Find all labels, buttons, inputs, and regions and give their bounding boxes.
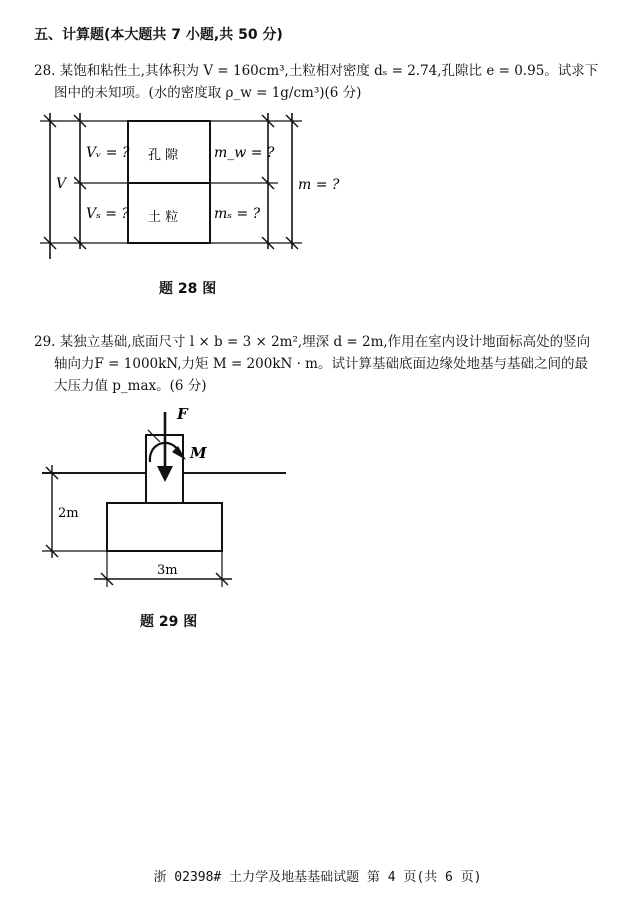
- label-V: V: [56, 176, 67, 192]
- footing-base: [107, 503, 222, 551]
- label-pore: 孔 隙: [148, 148, 179, 163]
- section-title: 五、计算题(本大题共 7 小题,共 50 分): [34, 27, 283, 43]
- question-29-line-3: 大压力值 p_max。(6 分): [54, 378, 207, 394]
- label-F: F: [177, 405, 188, 423]
- label-depth: 2m: [58, 506, 79, 521]
- label-ms: mₛ = ?: [214, 206, 261, 222]
- figure-28-caption: 题 28 图: [159, 281, 217, 297]
- question-29-line-1: 29. 某独立基础,底面尺寸 l × b = 3 × 2m²,埋深 d = 2m,作用在室内设计地面标高处的竖向: [34, 334, 591, 350]
- question-28-line-1: 28. 某饱和粘性土,其体积为 V = 160cm³,土粒相对密度 dₛ = 2.74,孔隙比 e = 0.95。试求下: [34, 63, 599, 79]
- question-28-line-2: 图中的未知项。(水的密度取 ρ_w = 1g/cm³)(6 分): [54, 85, 362, 101]
- figure-28-phase-diagram: [0, 105, 360, 275]
- label-soil-particles: 土 粒: [148, 210, 179, 225]
- label-Vv: Vᵥ = ?: [86, 145, 130, 161]
- label-mw: m_w = ?: [214, 145, 275, 161]
- label-width: 3m: [157, 563, 178, 578]
- question-29-text: [34, 331, 609, 397]
- figure-29-caption: 题 29 图: [140, 614, 198, 630]
- page-footer: 浙 02398# 土力学及地基基础试题 第 4 页(共 6 页): [153, 870, 482, 885]
- figure-29-footing-diagram: [0, 400, 320, 595]
- label-M: M: [190, 444, 207, 462]
- label-Vs: Vₛ = ?: [86, 206, 129, 222]
- question-29-line-2: 轴向力F = 1000kN,力矩 M = 200kN · m。试计算基础底面边缘处地基与基础之间的最: [54, 356, 588, 372]
- label-m: m = ?: [298, 177, 340, 193]
- question-28-text: [34, 60, 604, 104]
